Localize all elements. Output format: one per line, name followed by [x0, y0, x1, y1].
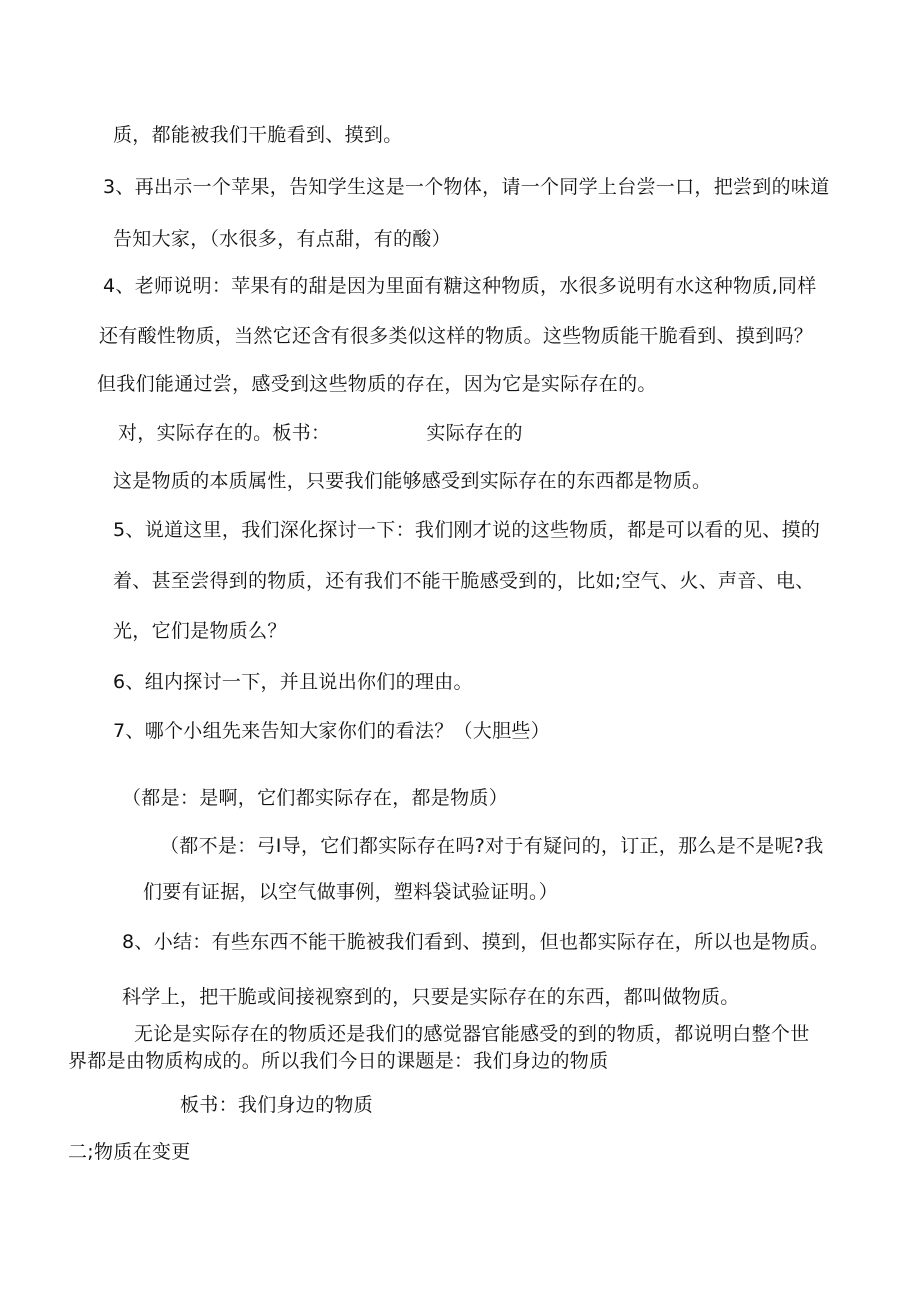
text-line: 这是物质的本质属性，只要我们能够感受到实际存在的东西都是物质。	[113, 470, 712, 492]
text-line: 6、组内探讨一下，并且说出你们的理由。	[113, 671, 473, 693]
text-line: 5、说道这里，我们深化探讨一下：我们刚才说的这些物质，都是可以看的见、摸的	[113, 519, 821, 541]
text-line: 告知大家，（水很多，有点甜，有的酸）	[113, 228, 451, 250]
text-line: 4、老师说明：苹果有的甜是因为里面有糖这种物质，水很多说明有水这种物质,同样	[103, 275, 817, 297]
text-line: 8、小结：有些东西不能干脆被我们看到、摸到，但也都实际存在，所以也是物质。	[122, 931, 830, 953]
text-line: 质，都能被我们干脆看到、摸到。	[113, 124, 403, 146]
text-line: 科学上，把干脆或间接视察到的，只要是实际存在的东西，都叫做物质。	[122, 986, 740, 1008]
text-line	[118, 421, 523, 445]
section-heading: 二;物质在变更	[68, 1141, 191, 1163]
text-line: 光，它们是物质么？	[113, 620, 287, 642]
text-line: 界都是由物质构成的。所以我们今日的课题是：我们身边的物质	[68, 1050, 609, 1072]
text-line: （都是：是啊，它们都实际存在，都是物质）	[122, 787, 509, 809]
text-line: 还有酸性物质，当然它还含有很多类似这样的物质。这些物质能干脆看到、摸到吗？	[99, 325, 814, 347]
text-line: 无论是实际存在的物质还是我们的感觉器官能感受的到的物质，都说明白整个世	[134, 1023, 810, 1045]
board-label: 对，实际存在的。板书：	[118, 422, 331, 444]
board-content: 实际存在的	[426, 422, 523, 444]
text-line: 们要有证据，以空气做事例，塑料袋试验证明。）	[143, 881, 559, 903]
text-line: 但我们能通过尝，感受到这些物质的存在，因为它是实际存在的。	[97, 373, 657, 395]
text-line: 板书：我们身边的物质	[180, 1094, 374, 1116]
text-line: 7、哪个小组先来告知大家你们的看法？（大胆些）	[113, 720, 550, 742]
text-line: 3、再出示一个苹果，告知学生这是一个物体，请一个同学上台尝一口，把尝到的味道	[103, 176, 830, 198]
text-line: 着、甚至尝得到的物质，还有我们不能干脆感受到的，比如;空气、火、声音、电、	[113, 570, 815, 592]
text-line: （都不是：弓I导，它们都实际存在吗?对于有疑问的，订正，那么是不是呢?我	[160, 835, 824, 857]
